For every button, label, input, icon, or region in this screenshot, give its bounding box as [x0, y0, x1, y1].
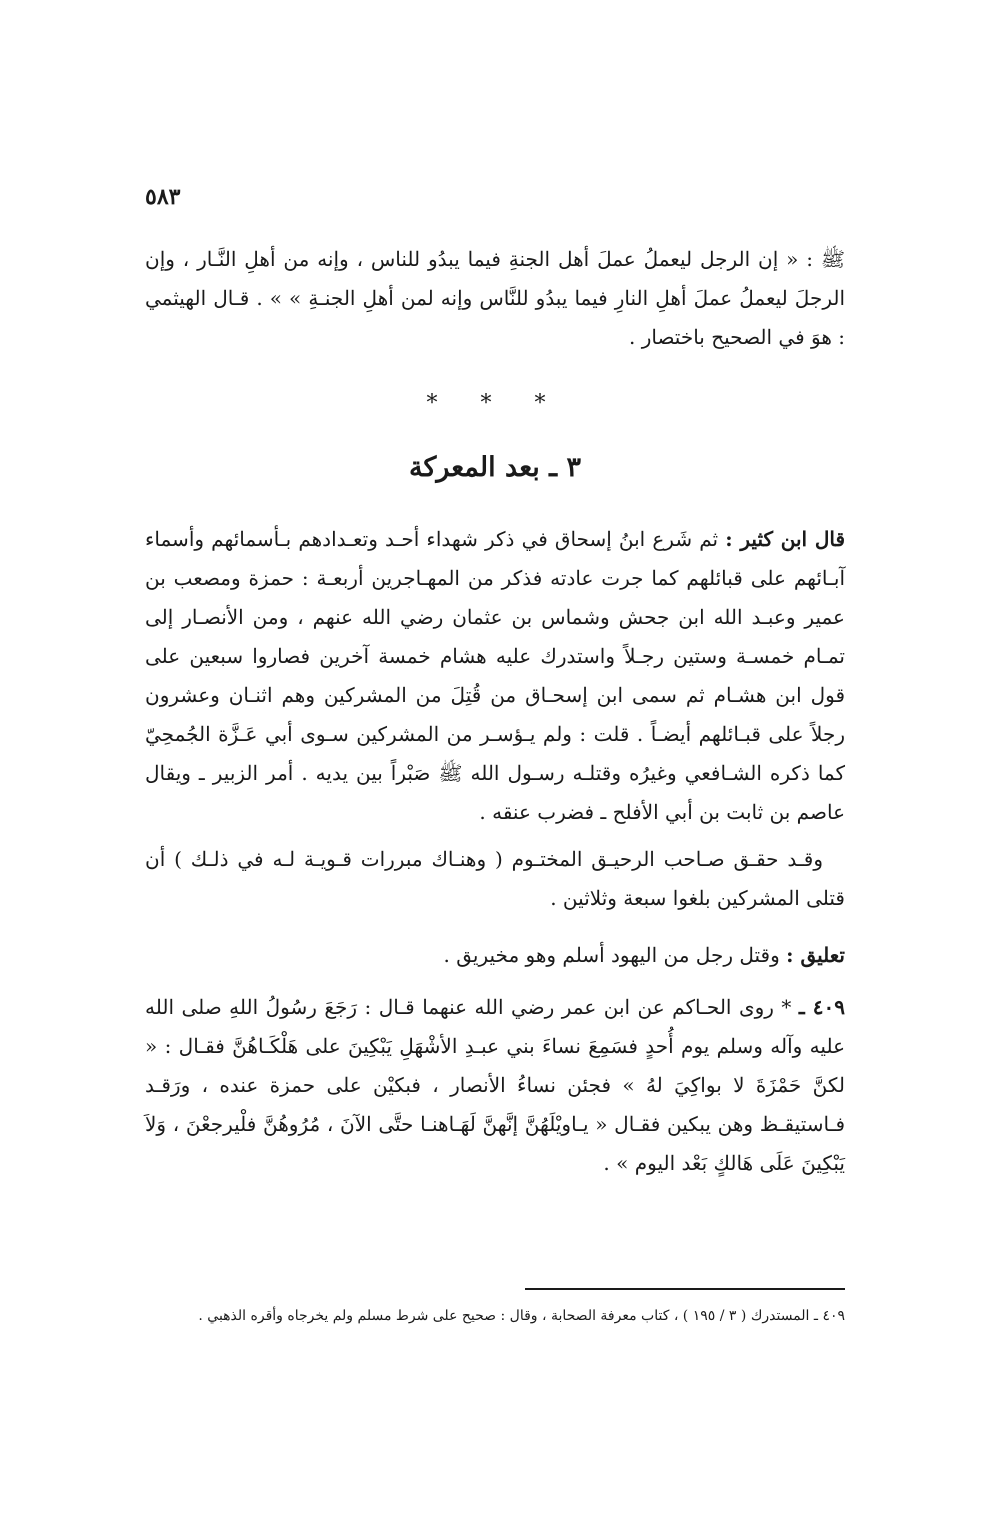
paragraph-text: وقتل رجل من اليهود أسلم وهو مخيريق . — [443, 943, 780, 967]
page-number: ٥٨٣ — [145, 184, 181, 210]
footnote-divider — [525, 1288, 845, 1290]
section-heading: ٣ ـ بعد المعركة — [409, 452, 581, 483]
paragraph-lead: تعليق : — [786, 943, 845, 967]
paragraph-ibn-kathir — [145, 520, 845, 832]
footnote: ٤٠٩ ـ المستدرك ( ٣ / ١٩٥ ) ، كتاب معرفة الصحابة ، وقال : صحيح على شرط مسلم ولم يخرجاه وأقره الذهبي . — [198, 1308, 845, 1324]
paragraph-raheeq — [145, 840, 845, 918]
paragraph-comment — [145, 936, 845, 975]
section-separator-stars: * * * — [426, 391, 564, 416]
hadith-text: * روى الحـاكم عن ابن عمر رضي الله عنهما قـال : رَجَعَ رسُولُ اللهِ صلى الله عليه وآله وسلم يوم أُحدٍ فسَمِعَ نساءَ بني عبـدِ الأشْهَلِ يَبْكِينَ على هَلْكَـاهُنَّ فقـال : « لكنَّ حَمْزَةَ لا بواكِيَ لهُ » فجئن نساءُ الأنصار ، فبكيْن على حمزة عنده ، ورَقـد فـاستيقـظ وهن يبكين فقـال « يـاويْلَهُنَّ إنَّهنَّ لَهَـاهنـا حتَّى الآنَ ، مُرُوهُنَّ فلْيرجعْنَ ، وَلاَ يَبْكِينَ عَلَى هَالكٍ بَعْد اليوم » . — [145, 995, 845, 1175]
hadith-paragraph — [145, 988, 845, 1183]
top-paragraph — [145, 240, 845, 357]
paragraph-lead: قال ابن كثير : — [725, 527, 845, 551]
hadith-number: ٤٠٩ ـ — [798, 995, 846, 1019]
paragraph-text: ثم شَرع ابنُ إسحاق في ذكر شهداء أحـد وتعـدادهم بـأسمائهم وأسماء آبـائهم على قبائلهم كما جرت عادته فذكر من المهـاجرين أربعـة : حمزة ومصعب بن عمير وعبـد الله ابن جحش وشماس بن عثمان رضي الله عنهم ، ومن الأنصـار إلى تمـام خمسـة وستين رجـلاً واستدرك عليه هشام خمسة آخرين فصاروا سبعين على قول ابن هشـام ثم سمى ابن إسحـاق من قُتِلَ من المشركين وهم اثنـان وعشرون رجلاً على قبـائلهم أيضـاً . قلت : ولم يـؤسـر من المشركين سـوى أبي عَـزَّة الجُمحِيّ كما ذكره الشـافعي وغيرُه وقتلـه رسـول الله ﷺ صَبْراً بين يديه . أمر الزبير ـ ويقال عاصم بن ثابت بن أبي الأفلح ـ فضرب عنقه . — [145, 527, 845, 824]
paragraph-text: وقـد حقـق صـاحب الرحيـق المختـوم ( وهنـاك مبررات قـويـة لـه في ذلـك ) أن قتلى المشركين بلغوا سبعة وثلاثين . — [145, 847, 845, 910]
top-paragraph-text: ﷺ : « إن الرجل ليعملُ عملَ أهل الجنةِ فيما يبدُو للناس ، وإنه من أهلِ النَّـار ، وإن الرجلَ ليعملُ عملَ أهلِ النارِ فيما يبدُو للنَّاس وإنه لمن أهلِ الجنـةِ » » . قـال الهيثمي : هوَ في الصحيح باختصار . — [145, 247, 845, 349]
book-page — [145, 168, 845, 1368]
